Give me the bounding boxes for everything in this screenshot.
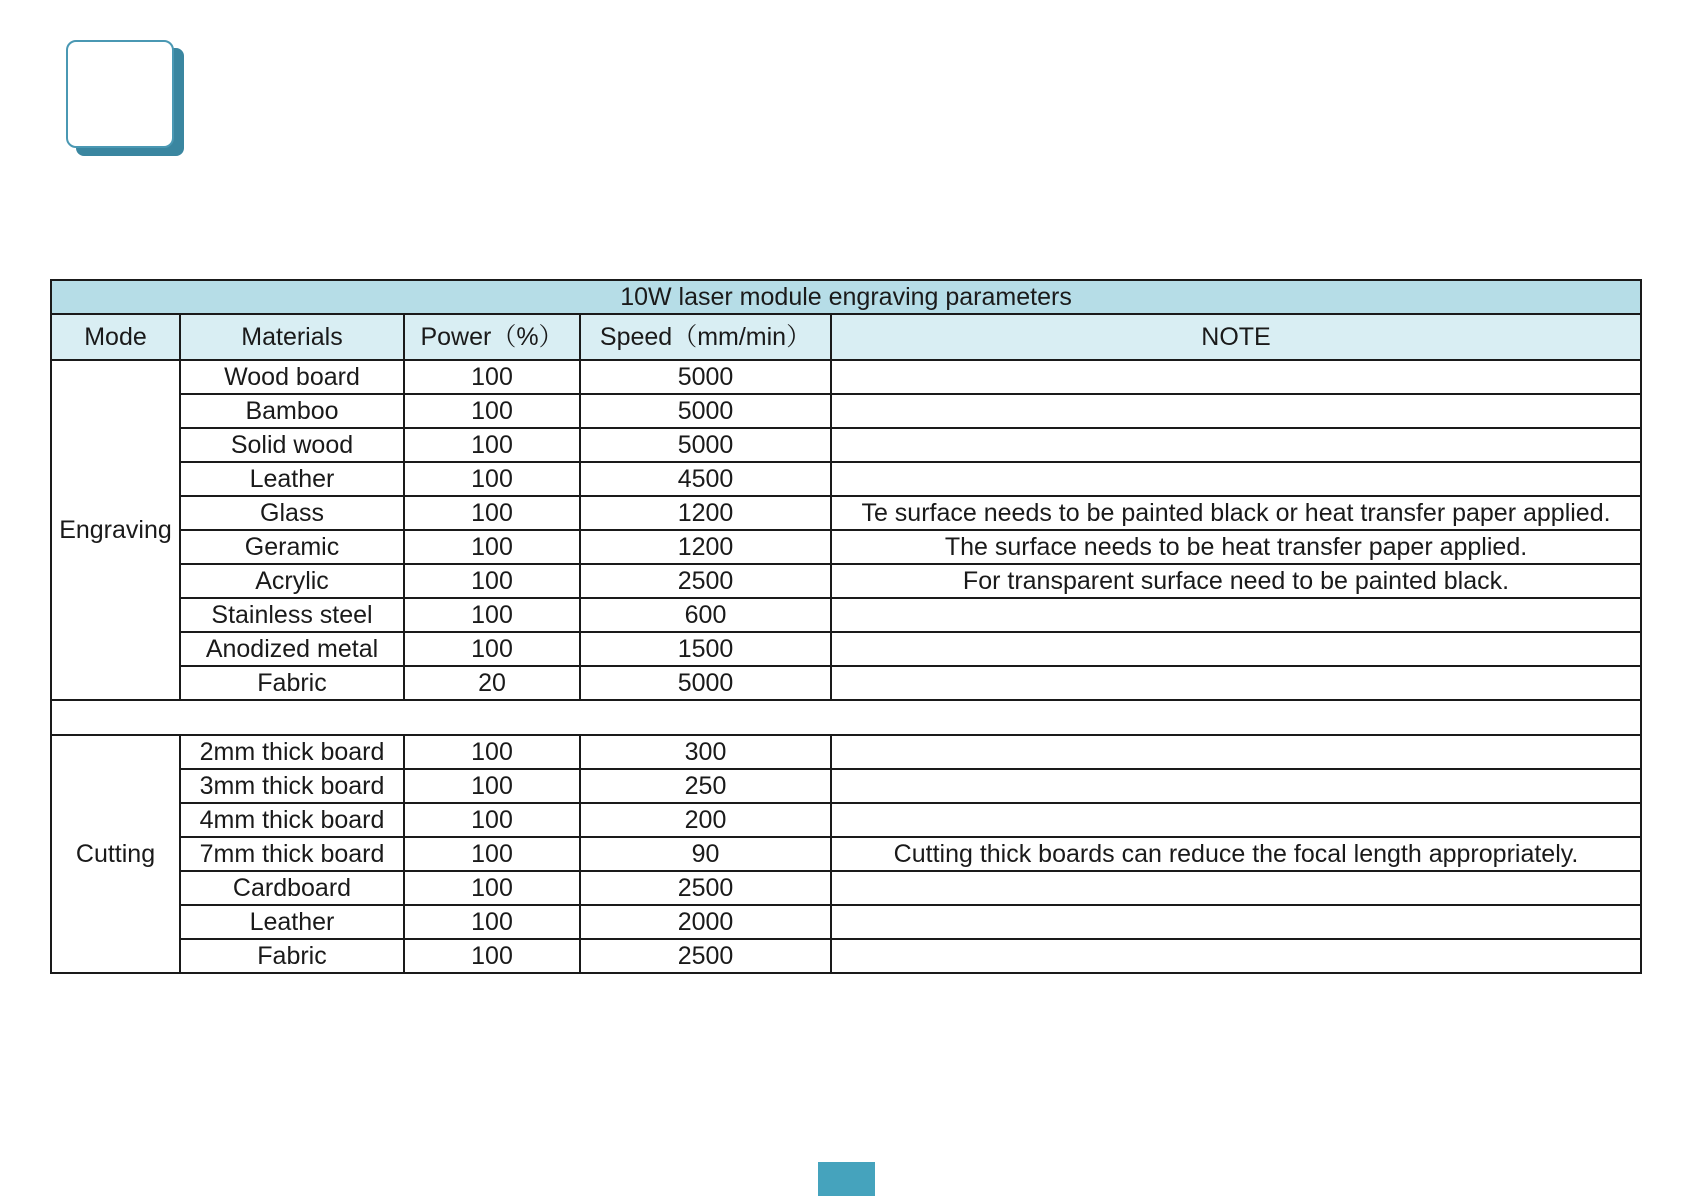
speed-cell: 2500 (580, 564, 831, 598)
header-power: Power（%） (404, 314, 580, 360)
note-cell: The surface needs to be heat transfer paper applied. (831, 530, 1641, 564)
speed-cell: 5000 (580, 394, 831, 428)
power-cell: 20 (404, 666, 580, 700)
speed-cell: 5000 (580, 428, 831, 462)
speed-cell: 1200 (580, 530, 831, 564)
power-cell: 100 (404, 803, 580, 837)
speed-cell: 2000 (580, 905, 831, 939)
power-cell: 100 (404, 871, 580, 905)
power-cell: 100 (404, 598, 580, 632)
table-row (51, 632, 1641, 666)
table-row (51, 394, 1641, 428)
speed-cell: 5000 (580, 666, 831, 700)
table-row (51, 462, 1641, 496)
material-cell: Geramic (180, 530, 404, 564)
power-cell: 100 (404, 564, 580, 598)
material-cell: Cardboard (180, 871, 404, 905)
speed-cell: 2500 (580, 871, 831, 905)
table-title: 10W laser module engraving parameters (51, 280, 1641, 314)
power-cell: 100 (404, 360, 580, 394)
power-cell: 100 (404, 632, 580, 666)
note-cell (831, 803, 1641, 837)
header-materials: Materials (180, 314, 404, 360)
power-cell: 100 (404, 769, 580, 803)
material-cell: Fabric (180, 666, 404, 700)
speed-cell: 300 (580, 735, 831, 769)
material-cell: Solid wood (180, 428, 404, 462)
header-row (51, 314, 1641, 360)
speed-cell: 90 (580, 837, 831, 871)
note-cell: Te surface needs to be painted black or heat transfer paper applied. (831, 496, 1641, 530)
material-cell: Leather (180, 462, 404, 496)
note-cell (831, 735, 1641, 769)
header-note: NOTE (831, 314, 1641, 360)
note-cell (831, 598, 1641, 632)
material-cell: Stainless steel (180, 598, 404, 632)
material-cell: Wood board (180, 360, 404, 394)
power-cell: 100 (404, 905, 580, 939)
speed-cell: 2500 (580, 939, 831, 973)
table-row (51, 496, 1641, 530)
material-cell: 3mm thick board (180, 769, 404, 803)
table-row (51, 530, 1641, 564)
table-row (51, 769, 1641, 803)
material-cell: 7mm thick board (180, 837, 404, 871)
power-cell: 100 (404, 837, 580, 871)
material-cell: 4mm thick board (180, 803, 404, 837)
note-cell (831, 632, 1641, 666)
speed-cell: 5000 (580, 360, 831, 394)
header-mode: Mode (51, 314, 180, 360)
material-cell: Bamboo (180, 394, 404, 428)
note-cell (831, 394, 1641, 428)
speed-cell: 1500 (580, 632, 831, 666)
note-cell (831, 462, 1641, 496)
table-row (51, 735, 1641, 769)
note-cell (831, 360, 1641, 394)
speed-cell: 4500 (580, 462, 831, 496)
power-cell: 100 (404, 530, 580, 564)
note-cell: Cutting thick boards can reduce the focal length appropriately. (831, 837, 1641, 871)
note-cell (831, 769, 1641, 803)
corner-decoration-frame (66, 40, 174, 148)
note-cell: For transparent surface need to be painted black. (831, 564, 1641, 598)
gap-cell (51, 700, 1641, 735)
header-speed: Speed（mm/min） (580, 314, 831, 360)
section-gap (51, 700, 1641, 735)
table-row (51, 666, 1641, 700)
note-cell (831, 939, 1641, 973)
table-row (51, 939, 1641, 973)
speed-cell: 600 (580, 598, 831, 632)
note-cell (831, 666, 1641, 700)
note-cell (831, 905, 1641, 939)
table-row (51, 905, 1641, 939)
table-row (51, 837, 1641, 871)
table-row (51, 360, 1641, 394)
material-cell: Leather (180, 905, 404, 939)
material-cell: 2mm thick board (180, 735, 404, 769)
power-cell: 100 (404, 496, 580, 530)
corner-decoration (66, 40, 178, 150)
table-row (51, 871, 1641, 905)
speed-cell: 1200 (580, 496, 831, 530)
material-cell: Glass (180, 496, 404, 530)
engraving-section (51, 360, 1641, 700)
table-row (51, 598, 1641, 632)
cutting-section (51, 735, 1641, 973)
material-cell: Anodized metal (180, 632, 404, 666)
table-row (51, 803, 1641, 837)
power-cell: 100 (404, 428, 580, 462)
table-row (51, 564, 1641, 598)
power-cell: 100 (404, 735, 580, 769)
power-cell: 100 (404, 939, 580, 973)
speed-cell: 250 (580, 769, 831, 803)
note-cell (831, 871, 1641, 905)
power-cell: 100 (404, 394, 580, 428)
material-cell: Acrylic (180, 564, 404, 598)
gap-row (51, 700, 1641, 735)
engraving-mode-cell: Engraving (51, 360, 180, 700)
material-cell: Fabric (180, 939, 404, 973)
cutting-mode-cell: Cutting (51, 735, 180, 973)
parameters-table (50, 279, 1642, 974)
power-cell: 100 (404, 462, 580, 496)
speed-cell: 200 (580, 803, 831, 837)
note-cell (831, 428, 1641, 462)
table-row (51, 428, 1641, 462)
